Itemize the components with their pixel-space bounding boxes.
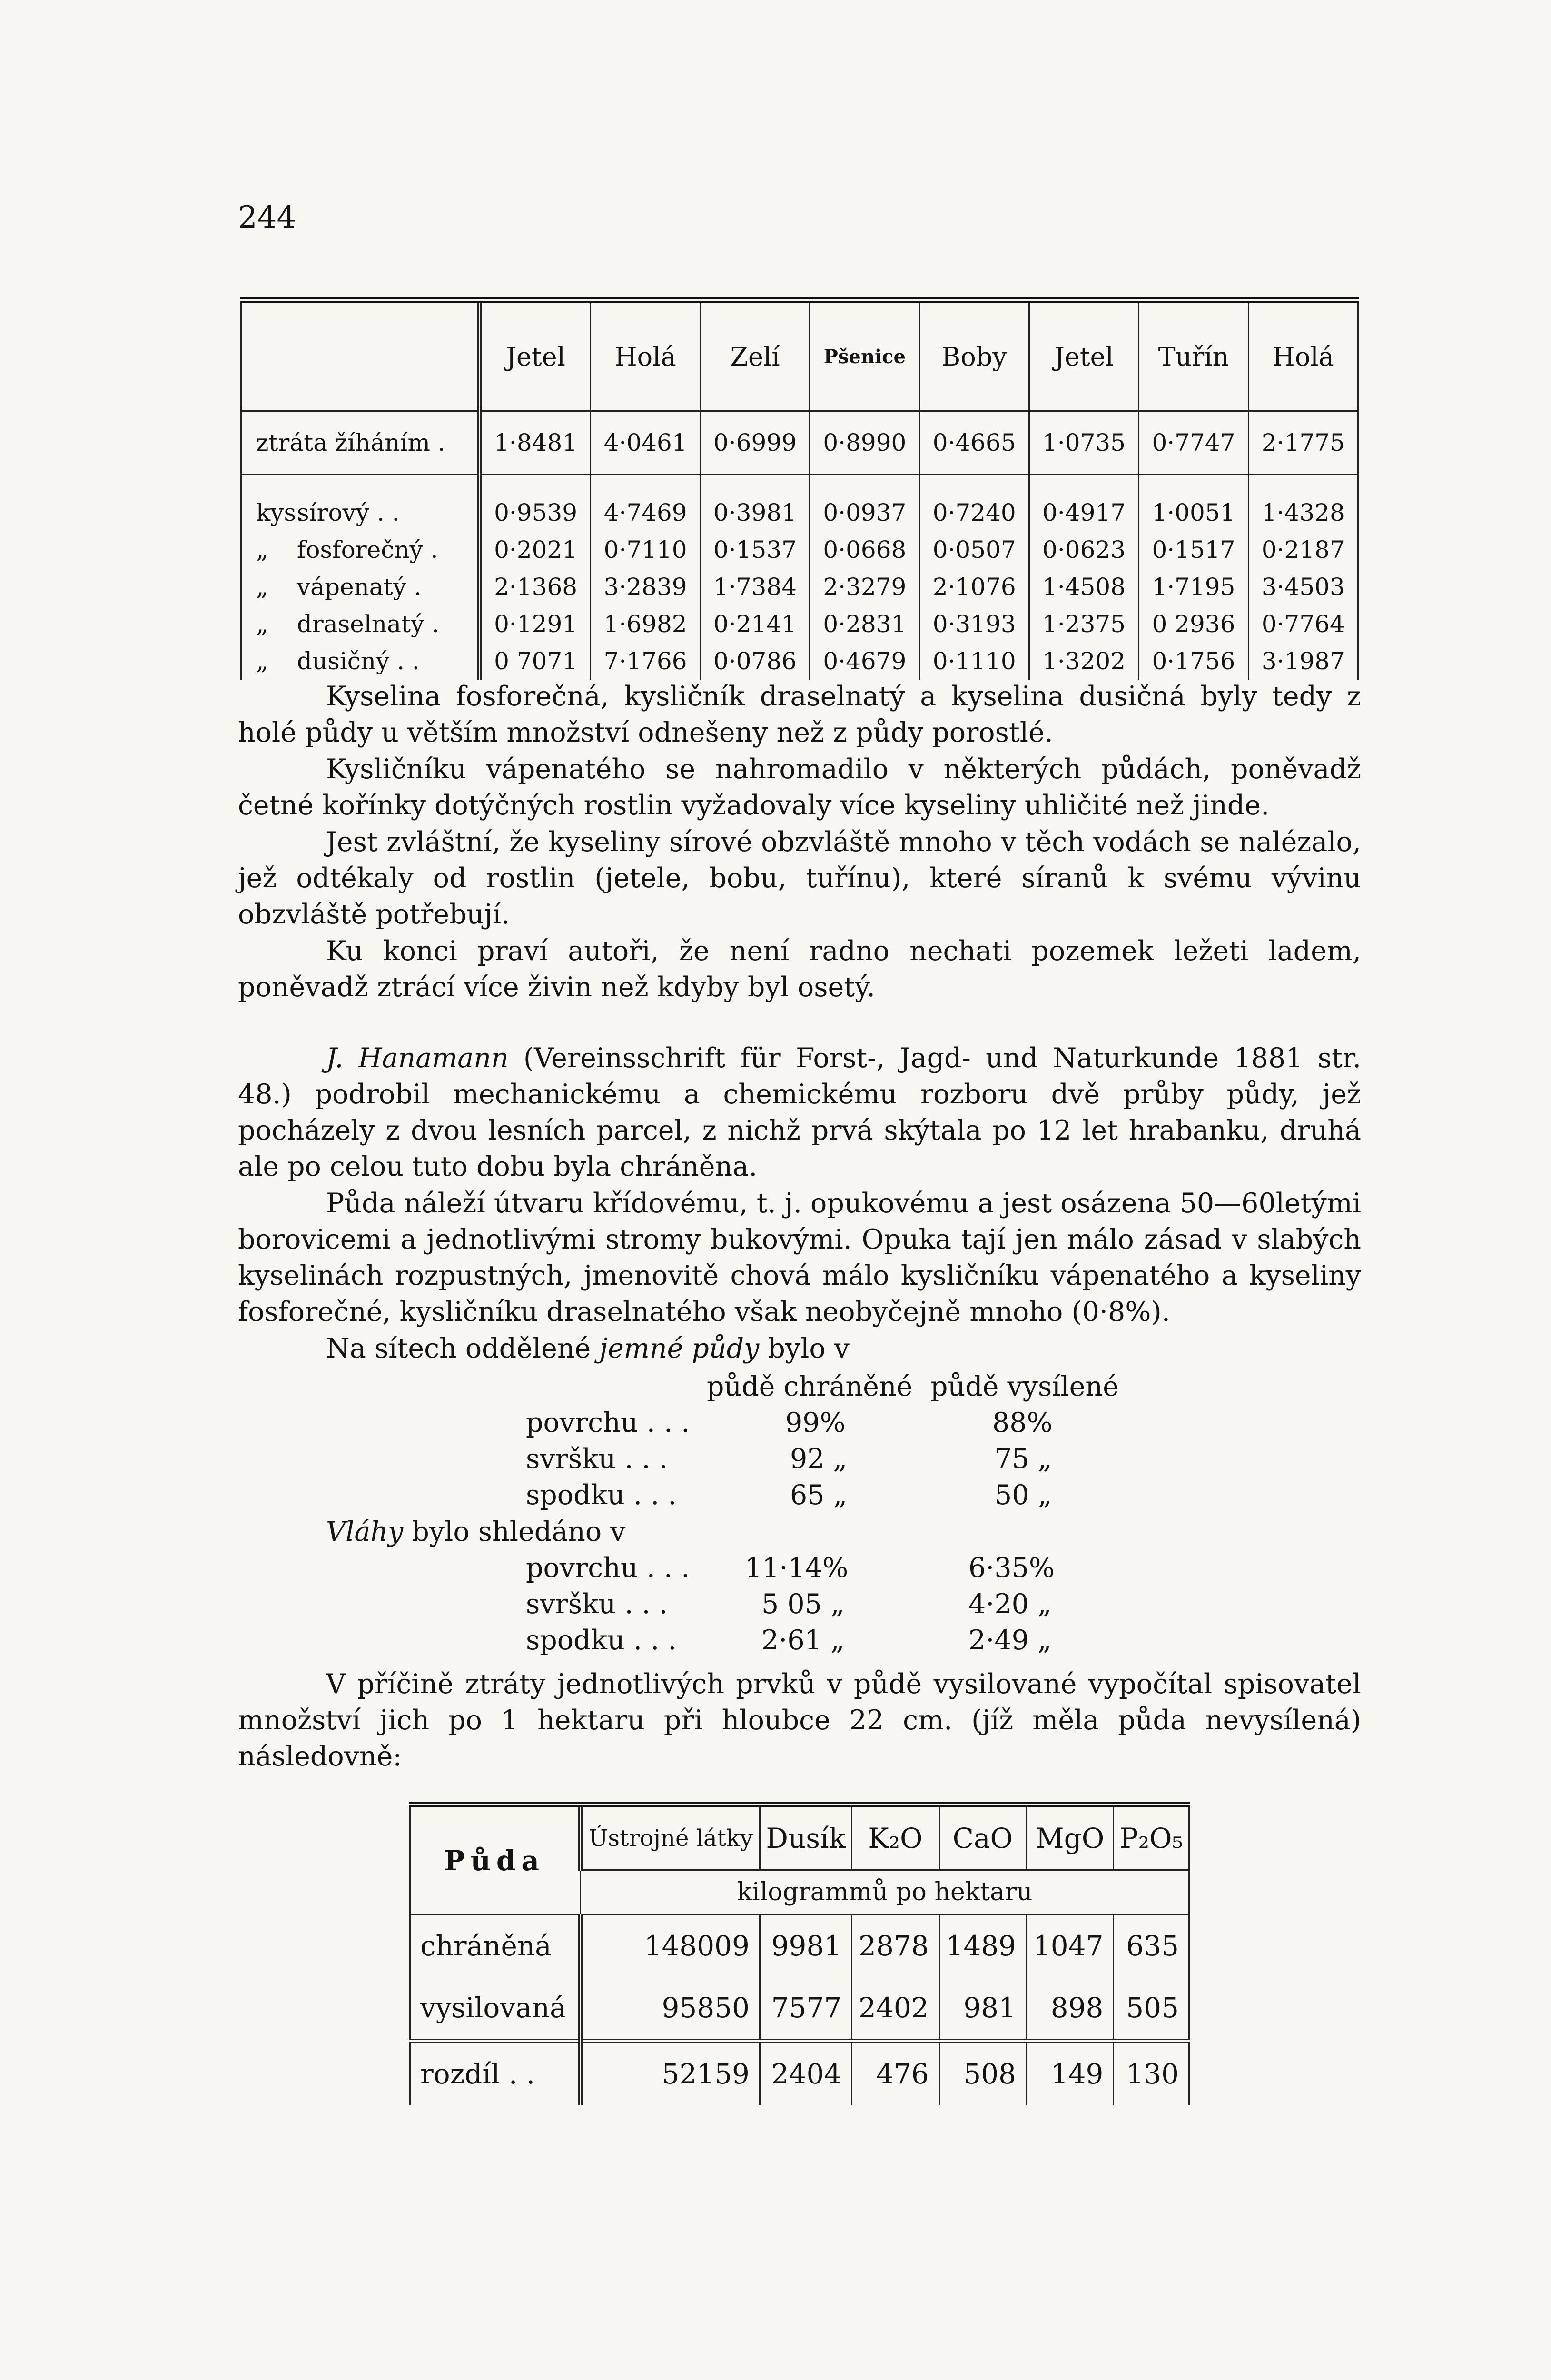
row-label (241, 643, 480, 680)
column-header: půdě vysílené (930, 1371, 1119, 1402)
row-label (241, 605, 480, 643)
table-cell: 1·6982 (591, 605, 700, 643)
table-row (241, 643, 1358, 680)
table-row (241, 531, 1358, 568)
table-header-cell: CaO (939, 1805, 1026, 1870)
table-header-cell: Půda (410, 1805, 581, 1914)
row-label: povrchu . . . (526, 1552, 690, 1584)
table-cell: 0·4679 (810, 643, 919, 680)
table-cell: 2878 (852, 1914, 939, 1977)
table-cell: 2·1076 (919, 568, 1029, 605)
table-cell: 1·0735 (1029, 411, 1138, 475)
table-cell: 1·4508 (1029, 568, 1138, 605)
table-row-difference (410, 2041, 1189, 2105)
value-protected: 5 05 „ (761, 1588, 845, 1620)
table-cell: 3·4503 (1248, 568, 1358, 605)
paragraph: V příčině ztráty jednotlivých prvků v půdě vysilované vypočítal spisovatel množství jich po 1 hektaru při hloubce 22 cm. (jíž měla půda nevysílená) následovně: (238, 1668, 1361, 1772)
value-protected: 99% (785, 1407, 846, 1438)
emphasis: Vláhy (326, 1516, 404, 1547)
table-cell: 0·7764 (1248, 605, 1358, 643)
row-prefix: kys. (256, 499, 304, 526)
table-cell: 0·0937 (810, 494, 919, 531)
table-cell: 0·2187 (1248, 531, 1358, 568)
row-prefix: „ (256, 647, 268, 675)
table-cell: 130 (1114, 2041, 1189, 2105)
paragraph: Ku konci praví autoři, že není radno nechati pozemek ležeti ladem, poněvadž ztrácí více živin než kdyby byl osetý. (238, 935, 1361, 1003)
row-label: rozdíl . . (410, 2041, 581, 2105)
column-header: půdě chráněné (707, 1371, 913, 1402)
value-protected: 92 „ (790, 1443, 848, 1475)
table-cell: 1489 (939, 1914, 1026, 1977)
value-protected: 11·14% (745, 1552, 849, 1584)
table-cell: 52159 (581, 2041, 760, 2105)
table-cell: 898 (1027, 1977, 1114, 2041)
table-cell: 4·0461 (591, 411, 700, 475)
table-header-cell: Jetel (1029, 300, 1138, 411)
table-cell: 95850 (581, 1977, 760, 2041)
table-cell: 508 (939, 2041, 1026, 2105)
table-cell: 0·1291 (479, 605, 591, 643)
value-exhausted: 2·49 „ (968, 1625, 1052, 1656)
table-header-cell: P₂O₅ (1114, 1805, 1189, 1870)
table-header-cell: Tuřín (1139, 300, 1248, 411)
table-cell: 0·9539 (479, 494, 591, 531)
moisture-heading (326, 1514, 626, 1550)
row-label: vysilovaná (410, 1977, 581, 2041)
table-cell: 149 (1027, 2041, 1114, 2105)
table-cell: 0·7240 (919, 494, 1029, 531)
table-header-cell: Dusík (760, 1805, 851, 1870)
row-label: povrchu . . . (526, 1407, 690, 1438)
table-header-cell (241, 300, 480, 411)
table-cell: 2404 (760, 2041, 851, 2105)
table-cell: 0·4917 (1029, 494, 1138, 531)
table-cell: 148009 (581, 1914, 760, 1977)
table-cell: 7·1766 (591, 643, 700, 680)
table-cell: 0 2936 (1139, 605, 1248, 643)
table-cell: 0·3981 (700, 494, 810, 531)
table-cell: 1047 (1027, 1914, 1114, 1977)
table-cell: 0·4665 (919, 411, 1029, 475)
row-prefix: „ (256, 610, 268, 638)
value-exhausted: 6·35% (968, 1552, 1055, 1584)
table-cell: 981 (939, 1977, 1026, 2041)
table-cell: 0·3193 (919, 605, 1029, 643)
table-cell: 0·0786 (700, 643, 810, 680)
table-cell: 0·0507 (919, 531, 1029, 568)
table-cell: 2402 (852, 1977, 939, 2041)
row-label-text: draselnatý . (296, 610, 440, 638)
value-exhausted: 88% (992, 1407, 1053, 1438)
table-cell: 1·7195 (1139, 568, 1248, 605)
table-row (410, 1977, 1189, 2041)
table-header-cell: Zelí (700, 300, 810, 411)
fine-soil-list (0, 1368, 1551, 1521)
table-cell: 0·7747 (1139, 411, 1248, 475)
row-label: svršku . . . (526, 1588, 668, 1620)
row-label-text: vápenatý . (296, 573, 422, 601)
table-cell: 0 7071 (479, 643, 591, 680)
row-label: svršku . . . (526, 1443, 668, 1475)
table-cell: 1·8481 (479, 411, 591, 475)
table-cell: 0·1110 (919, 643, 1029, 680)
table-cell: 7577 (760, 1977, 851, 2041)
table-header-cell: Boby (919, 300, 1029, 411)
table-header-cell: MgO (1027, 1805, 1114, 1870)
per-hectare-table (409, 1802, 1190, 2105)
table-cell: 0·0668 (810, 531, 919, 568)
table-cell: 0·2141 (700, 605, 810, 643)
row-label-text: dusičný . . (296, 647, 420, 675)
value-exhausted: 4·20 „ (968, 1588, 1052, 1620)
table-header-cell: Holá (591, 300, 700, 411)
value-protected: 65 „ (790, 1479, 848, 1511)
table-row (410, 1914, 1189, 1977)
value-exhausted: 50 „ (995, 1479, 1052, 1511)
paragraph: Kysličníku vápenatého se nahromadilo v některých půdách, poněvadž četné kořínky dotýčných rostlin vyžadovaly více kyseliny uhličité než jinde. (238, 754, 1361, 821)
table-cell: 476 (852, 2041, 939, 2105)
value-protected: 2·61 „ (761, 1625, 845, 1656)
table-row (241, 494, 1358, 531)
table-cell: 1·4328 (1248, 494, 1358, 531)
row-label (241, 494, 480, 531)
paragraph-text: Na sítech oddělené (326, 1333, 600, 1364)
table-cell: 3·1987 (1248, 643, 1358, 680)
author-name: J. Hanamann (326, 1042, 509, 1074)
value-exhausted: 75 „ (995, 1443, 1052, 1475)
table-header-cell: Holá (1248, 300, 1358, 411)
table-cell: 0·6999 (700, 411, 810, 475)
table-header-row (410, 1805, 1189, 1870)
table-cell: 1·0051 (1139, 494, 1248, 531)
table-header-cell: Jetel (479, 300, 591, 411)
page-number: 244 (238, 200, 296, 235)
table-cell: 0·0623 (1029, 531, 1138, 568)
row-label: chráněná (410, 1914, 581, 1977)
table-cell: 635 (1114, 1914, 1189, 1977)
paragraph (238, 1040, 1361, 1185)
paragraph: Jest zvláštní, že kyseliny sírové obzvláště mnoho v těch vodách se nalézalo, jež odtékaly od rostlin (jetele, bobu, tuřínu), které síranů k svému vývinu obzvláště potřebují. (238, 826, 1361, 930)
row-label-text: sírový . . (296, 499, 400, 526)
paragraph (238, 1330, 1361, 1367)
row-label: spodku . . . (526, 1479, 677, 1511)
table-header-cell: Ústrojné látky (581, 1805, 760, 1870)
table-header-row (241, 300, 1358, 411)
table-cell: 0·1537 (700, 531, 810, 568)
table-row (241, 568, 1358, 605)
moisture-list (0, 1514, 1551, 1666)
table-cell: 1·3202 (1029, 643, 1138, 680)
paragraph-text: (Vereinsschrift für Forst-, Jagd- und Naturkunde 1881 str. 48.) podrobil mechanickému a chemickému rozboru dvě průby půdy, jež pocházely z dvou lesních parcel, z nichž prvá skýtala po 12 let hrabanku, druhá ale po celou tuto dobu byla chráněna. (238, 1042, 1361, 1182)
table-cell: 0·8990 (810, 411, 919, 475)
table-cell: 9981 (760, 1914, 851, 1977)
table-cell: 1·7384 (700, 568, 810, 605)
table-cell: 505 (1114, 1977, 1189, 2041)
row-label: spodku . . . (526, 1625, 677, 1656)
paragraph: Kyselina fosforečná, kysličník draselnatý a kyselina dusičná byly tedy z holé půdy u větším množství odnešeny než z půdy porostlé. (238, 681, 1361, 748)
table-cell: 0·2831 (810, 605, 919, 643)
table-cell: 3·2839 (591, 568, 700, 605)
table-header-cell: Pšenice (810, 300, 919, 411)
heading-text: bylo shledáno v (403, 1516, 626, 1547)
emphasis: jemné půdy (599, 1333, 760, 1364)
table-row (241, 605, 1358, 643)
paragraph: Půda náleží útvaru křídovému, t. j. opukovému a jest osázena 50—60letými borovicemi a jednotlivými stromy bukovými. Opuka tají jen málo zásad v slabých kyselinách rozpustných, jmenovitě chová málo kysličníku vápenatého a kyseliny fosforečné, kysličníku draselnatého však neobyčejně mnoho (0·8%). (238, 1188, 1361, 1328)
analysis-table (240, 298, 1359, 680)
table-cell: 0·1517 (1139, 531, 1248, 568)
table-cell: 0·2021 (479, 531, 591, 568)
table-cell: 4·7469 (591, 494, 700, 531)
table-cell: 2·1775 (1248, 411, 1358, 475)
row-prefix: „ (256, 536, 268, 564)
row-prefix: „ (256, 573, 268, 601)
table-cell: 2·3279 (810, 568, 919, 605)
paragraph-text: bylo v (759, 1333, 850, 1364)
table-cell: 1·2375 (1029, 605, 1138, 643)
row-label (241, 568, 480, 605)
table-header-cell: K₂O (852, 1805, 939, 1870)
table-row-loss (241, 411, 1358, 475)
row-label: ztráta žíháním . (241, 411, 480, 475)
table-cell: 0·7110 (591, 531, 700, 568)
table-cell: 2·1368 (479, 568, 591, 605)
row-label (241, 531, 480, 568)
row-label-text: fosforečný . (296, 536, 438, 564)
unit-label: kilogrammů po hektaru (581, 1870, 1189, 1914)
table-cell: 0·1756 (1139, 643, 1248, 680)
